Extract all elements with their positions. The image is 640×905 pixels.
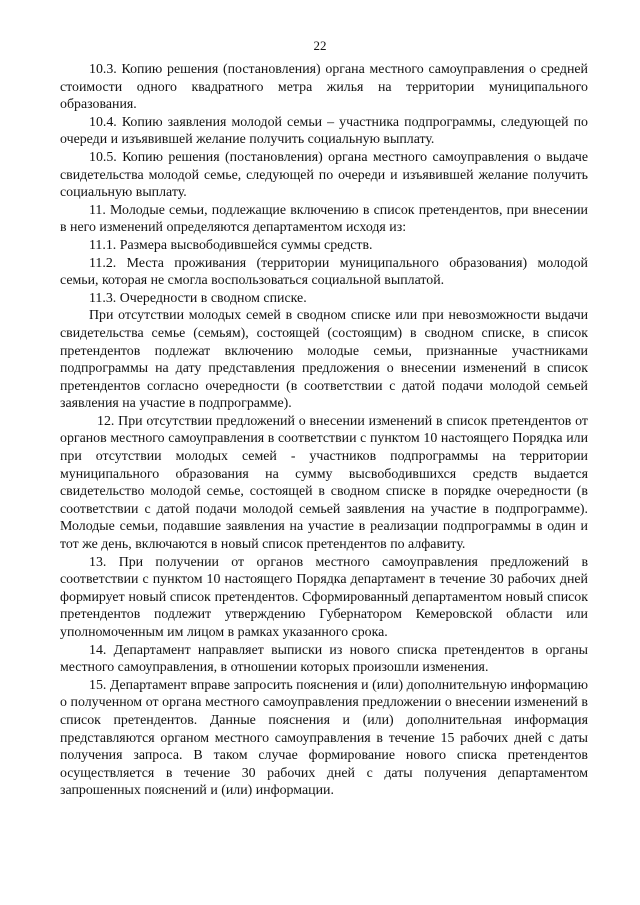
- page-number: 22: [313, 38, 327, 53]
- paragraph-no-families: При отсутствии молодых семей в сводном списке или при невозможности выдачи свидетельства семье (семьям), состоящей (состоящим) в сводном списке, в список претендентов подлежат включению молодые семьи, признанные участниками подпрограммы на дату представления предложения о внесении изменений в список претендентов согласно очередности (в соответствии с датой подачи молодой семьей заявления на участие в подпрограмме).: [60, 308, 588, 412]
- paragraph-11-1: 11.1. Размера высвободившейся суммы средств.: [89, 237, 373, 253]
- paragraph-14: 14. Департамент направляет выписки из нового списка претендентов в органы местного самоуправления, в отношении которых произошли изменения.: [60, 642, 588, 676]
- paragraph-15: 15. Департамент вправе запросить пояснения и (или) дополнительную информацию о полученном от органа местного самоуправления предложении о внесении изменений в список претендентов. Данные пояснения и (или) дополнительная информация представляются органом местного самоуправления в течение 15 рабочих дней с даты получения запроса. В таком случае формирование нового списка претендентов осуществляется в течение 30 рабочих дней с даты получения департаментом запрошенных пояснений и (или) информации.: [60, 677, 588, 799]
- paragraph-13: 13. При получении от органов местного самоуправления предложений в соответствии с пунктом 10 настоящего Порядка департамент в течение 30 рабочих дней формирует новый список претендентов. Сформированный департаментом новый список претендентов подлежит утверждению Губернатором Кемеровской области или уполномоченным им лицом в рамках указанного срока.: [60, 554, 588, 640]
- paragraph-12: 12. При отсутствии предложений о внесении изменений в список претендентов от органов местного самоуправления в соответствии с пунктом 10 настоящего Порядка или при отсутствии молодых семей - участников подпрограммы на территории муниципального образования на сумму высвободившихся средств выдается свидетельство молодой семье, состоящей в сводном списке в порядке очередности (в соответствии с датой подачи молодой семьей заявления на участие в подпрограмме). Молодые семьи, подавшие заявления на участие в реализации подпрограммы в один и тот же день, включаются в новый список претендентов по алфавиту.: [60, 413, 588, 553]
- document-body: [60, 61, 588, 800]
- paragraph-10-3: 10.3. Копию решения (постановления) органа местного самоуправления о средней стоимости одного квадратного метра жилья на территории муниципального образования.: [60, 62, 588, 113]
- paragraph-11-3: 11.3. Очередности в сводном списке.: [89, 290, 307, 306]
- paragraph-10-4: 10.4. Копию заявления молодой семьи – участника подпрограммы, следующей по очереди и изъявившей желание получить социальную выплату.: [60, 114, 588, 148]
- paragraph-10-5: 10.5. Копию решения (постановления) органа местного самоуправления о выдаче свидетельства молодой семье, следующей по очереди и изъявившей желание получить социальную выплату.: [60, 149, 588, 201]
- paragraph-11-2: 11.2. Места проживания (территории муниципального образования) молодой семьи, которая не смогла воспользоваться социальной выплатой.: [60, 255, 588, 289]
- paragraph-11: 11. Молодые семьи, подлежащие включению в список претендентов, при внесении в него изменений определяются департаментом исходя из:: [60, 202, 588, 236]
